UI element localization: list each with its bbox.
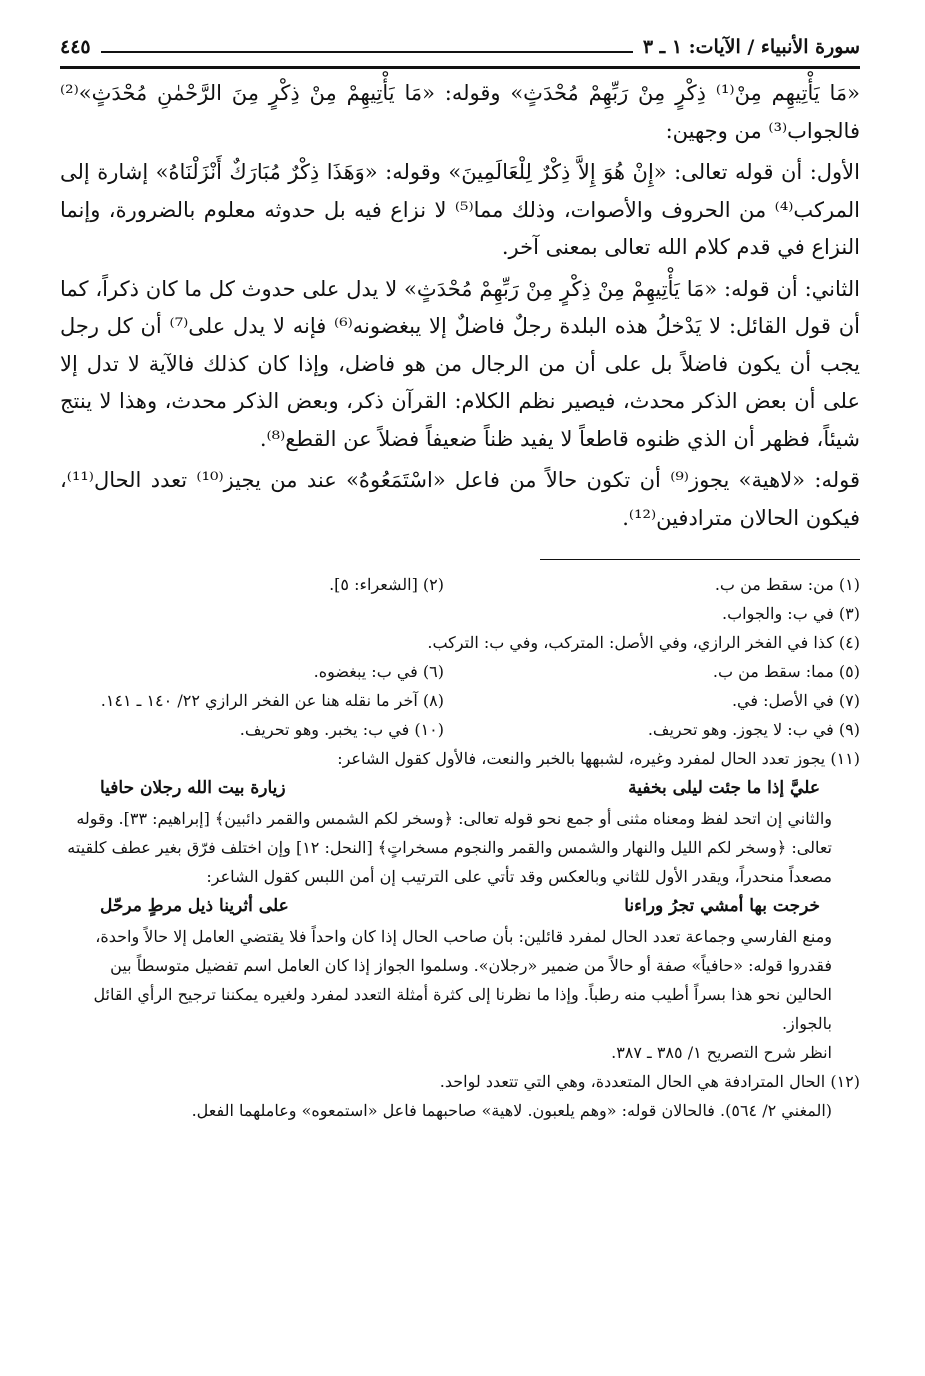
footnote: (٨) آخر ما نقله هنا عن الفخر الرازي ٢٢/ ١٤٠ ـ ١٤١. [100,691,444,710]
footnote: (٦) في ب: يبغضوه. [313,662,444,681]
footnote-row [60,657,860,686]
running-title: سورة الأنبياء / الآيات: ١ ـ ٣ [642,36,860,58]
footnote-row [60,715,860,744]
footnote: (١) من: سقط من ب. [714,575,860,594]
footnote: (١٠) في ب: يخبر. وهو تحريف. [239,720,444,739]
verse-hemistich: عليَّ إذا ما جئت ليلى بخفية [628,778,820,798]
paragraph: الأول: أن قوله تعالى: «إِنْ هُوَ إِلاَّ ذِكْرٌ لِلْعَالَمِينَ» وقوله: «وَهَذَا ذِكْرٌ مُبَارَكٌ أَنْزَلْنَاهُ» إشارة إلى المركب⁽⁴⁾ من الحروف والأصوات، وذلك مما⁽⁵⁾ لا نزاع فيه بل حدوثه معلوم بالضرورة، وإنما النزاع في قدم كلام الله تعالى بمعنى آخر. [60,160,860,259]
footnote: (١١) يجوز تعدد الحال لمفرد وغيره، لشبهها بالخبر والنعت، فالأول كقول الشاعر: [337,749,860,768]
footnote-separator [540,559,860,560]
poetry-verse [60,773,860,804]
poetry-verse [60,891,860,922]
footnote-text: والثاني إن اتحد لفظ ومعناه مثنى أو جمع نحو قوله تعالى: ﴿وسخر لكم الشمس والقمر دائبين﴾ [إبراهيم: ٣٣]. وقوله تعالى: ﴿وسخر لكم الليل والنهار والشمس والقمر والنجوم مسخراتٍ﴾ [النحل: ١٢] وإن اختلف فرّق بغير عطف كلقيته مصعداً منحدراً، ويقدر الأول للثاني وبالعكس وقد تأتي على الترتيب إن أمن اللبس كقول الشاعر: [67,809,832,886]
verse-hemistich: زيارة بيت الله رجلان حافيا [100,778,286,798]
paragraph: الثاني: أن قوله: «مَا يَأْتِيهِمْ مِنْ ذِكْرٍ مِنْ رَبِّهِمْ مُحْدَثٍ» لا يدل على حدوث كل ما كان ذكراً، كما أن قول القائل: لا يَدْخلُ هذه البلدة رجلٌ فاضلٌ إلا يبغضونه⁽⁶⁾ فإنه لا يدل على⁽⁷⁾ أن كل رجل يجب أن يكون فاضلاً بل على أن من الرجال من هو فاضل، وإذا كان كذلك فالآية لا تدل إلا على أن بعض الذكر محدث، فيصير نظم الكلام: القرآن ذكر، وبعض الذكر محدث، وهذا لا ينتج شيئاً، فظهر أن الذي ظنوه قاطعاً لا يفيد ظناً ضعيفاً فضلاً عن القطع⁽⁸⁾. [60,276,860,451]
footnote-row [60,570,860,599]
footnote: (٤) كذا في الفخر الرازي، وفي الأصل: المتركب، وفي ب: الترکب. [427,633,860,652]
footnote: (٧) في الأصل: في. [731,691,860,710]
paragraph: «مَا يَأْتِيهِم مِنْ⁽¹⁾ ذِكْرٍ مِنْ رَبِّهِمْ مُحْدَثٍ» وقوله: «مَا يَأْتِيهِمْ مِنْ ذِكْرٍ مِنَ الرَّحْمٰنِ مُحْدَثٍ»⁽²⁾ فالجواب⁽³⁾ من وجهين: [60,81,860,143]
verse-hemistich: على أثرينا ذيل مرطٍ مرحّل [100,896,289,916]
paragraph: قوله: «لاهية» يجوز⁽⁹⁾ أن تكون حالاً من فاعل «اسْتَمَعُوهُ» عند من يجيز⁽¹⁰⁾ تعدد الحال⁽¹¹⁾، فيكون الحالان مترادفين⁽¹²⁾. [60,468,860,530]
footnote: (٩) في ب: لا يجوز. وهو تحريف. [647,720,860,739]
footnote-text: ومنع الفارسي وجماعة تعدد الحال لمفرد قائلين: بأن صاحب الحال إذا كان واحداً فلا يقتضي العامل إلا حالاً واحدة، فقدروا قوله: «حافياً» صفة أو حالاً من ضمير «رجلان». وسلموا الجواز إذا كان العامل اسم تفضيل متوسطاً بين الحالين نحو هذا بسراً أطيب منه رطباً. وإذا ما نظرنا إلى كثرة أمثلة التعدد لمفرد ولغيره يمكننا ترجيح الرأي القائل بالجواز. [93,927,832,1033]
footnote: (٢) [الشعراء: ٥]. [329,575,444,594]
header-rule [101,41,633,53]
footnote: (٥) مما: سقط من ب. [712,662,860,681]
footnote: (١٢) الحال المترادفة هي الحال المتعددة، وهي التي تتعدد لواحد. [439,1072,860,1091]
verse-hemistich: خرجت بها أمشي تجرُ وراءنا [624,896,820,916]
page-header [60,30,860,64]
book-page [60,30,860,1125]
footnotes [60,570,860,1125]
footnote-row [60,686,860,715]
page-number: ٤٤٥ [60,36,91,58]
footnote-reference: (المغني ٢/ ٥٦٤). فالحالان قوله: «وهم يلعبون. لاهية» صاحبهما فاعل «استمعوه» وعاملهما الفعل. [191,1101,832,1120]
header-divider [60,66,860,69]
footnote: (٣) في ب: والجواب. [721,604,860,623]
main-text [60,75,860,537]
footnote-reference: انظر شرح التصريح ١/ ٣٨٥ ـ ٣٨٧. [611,1043,832,1062]
